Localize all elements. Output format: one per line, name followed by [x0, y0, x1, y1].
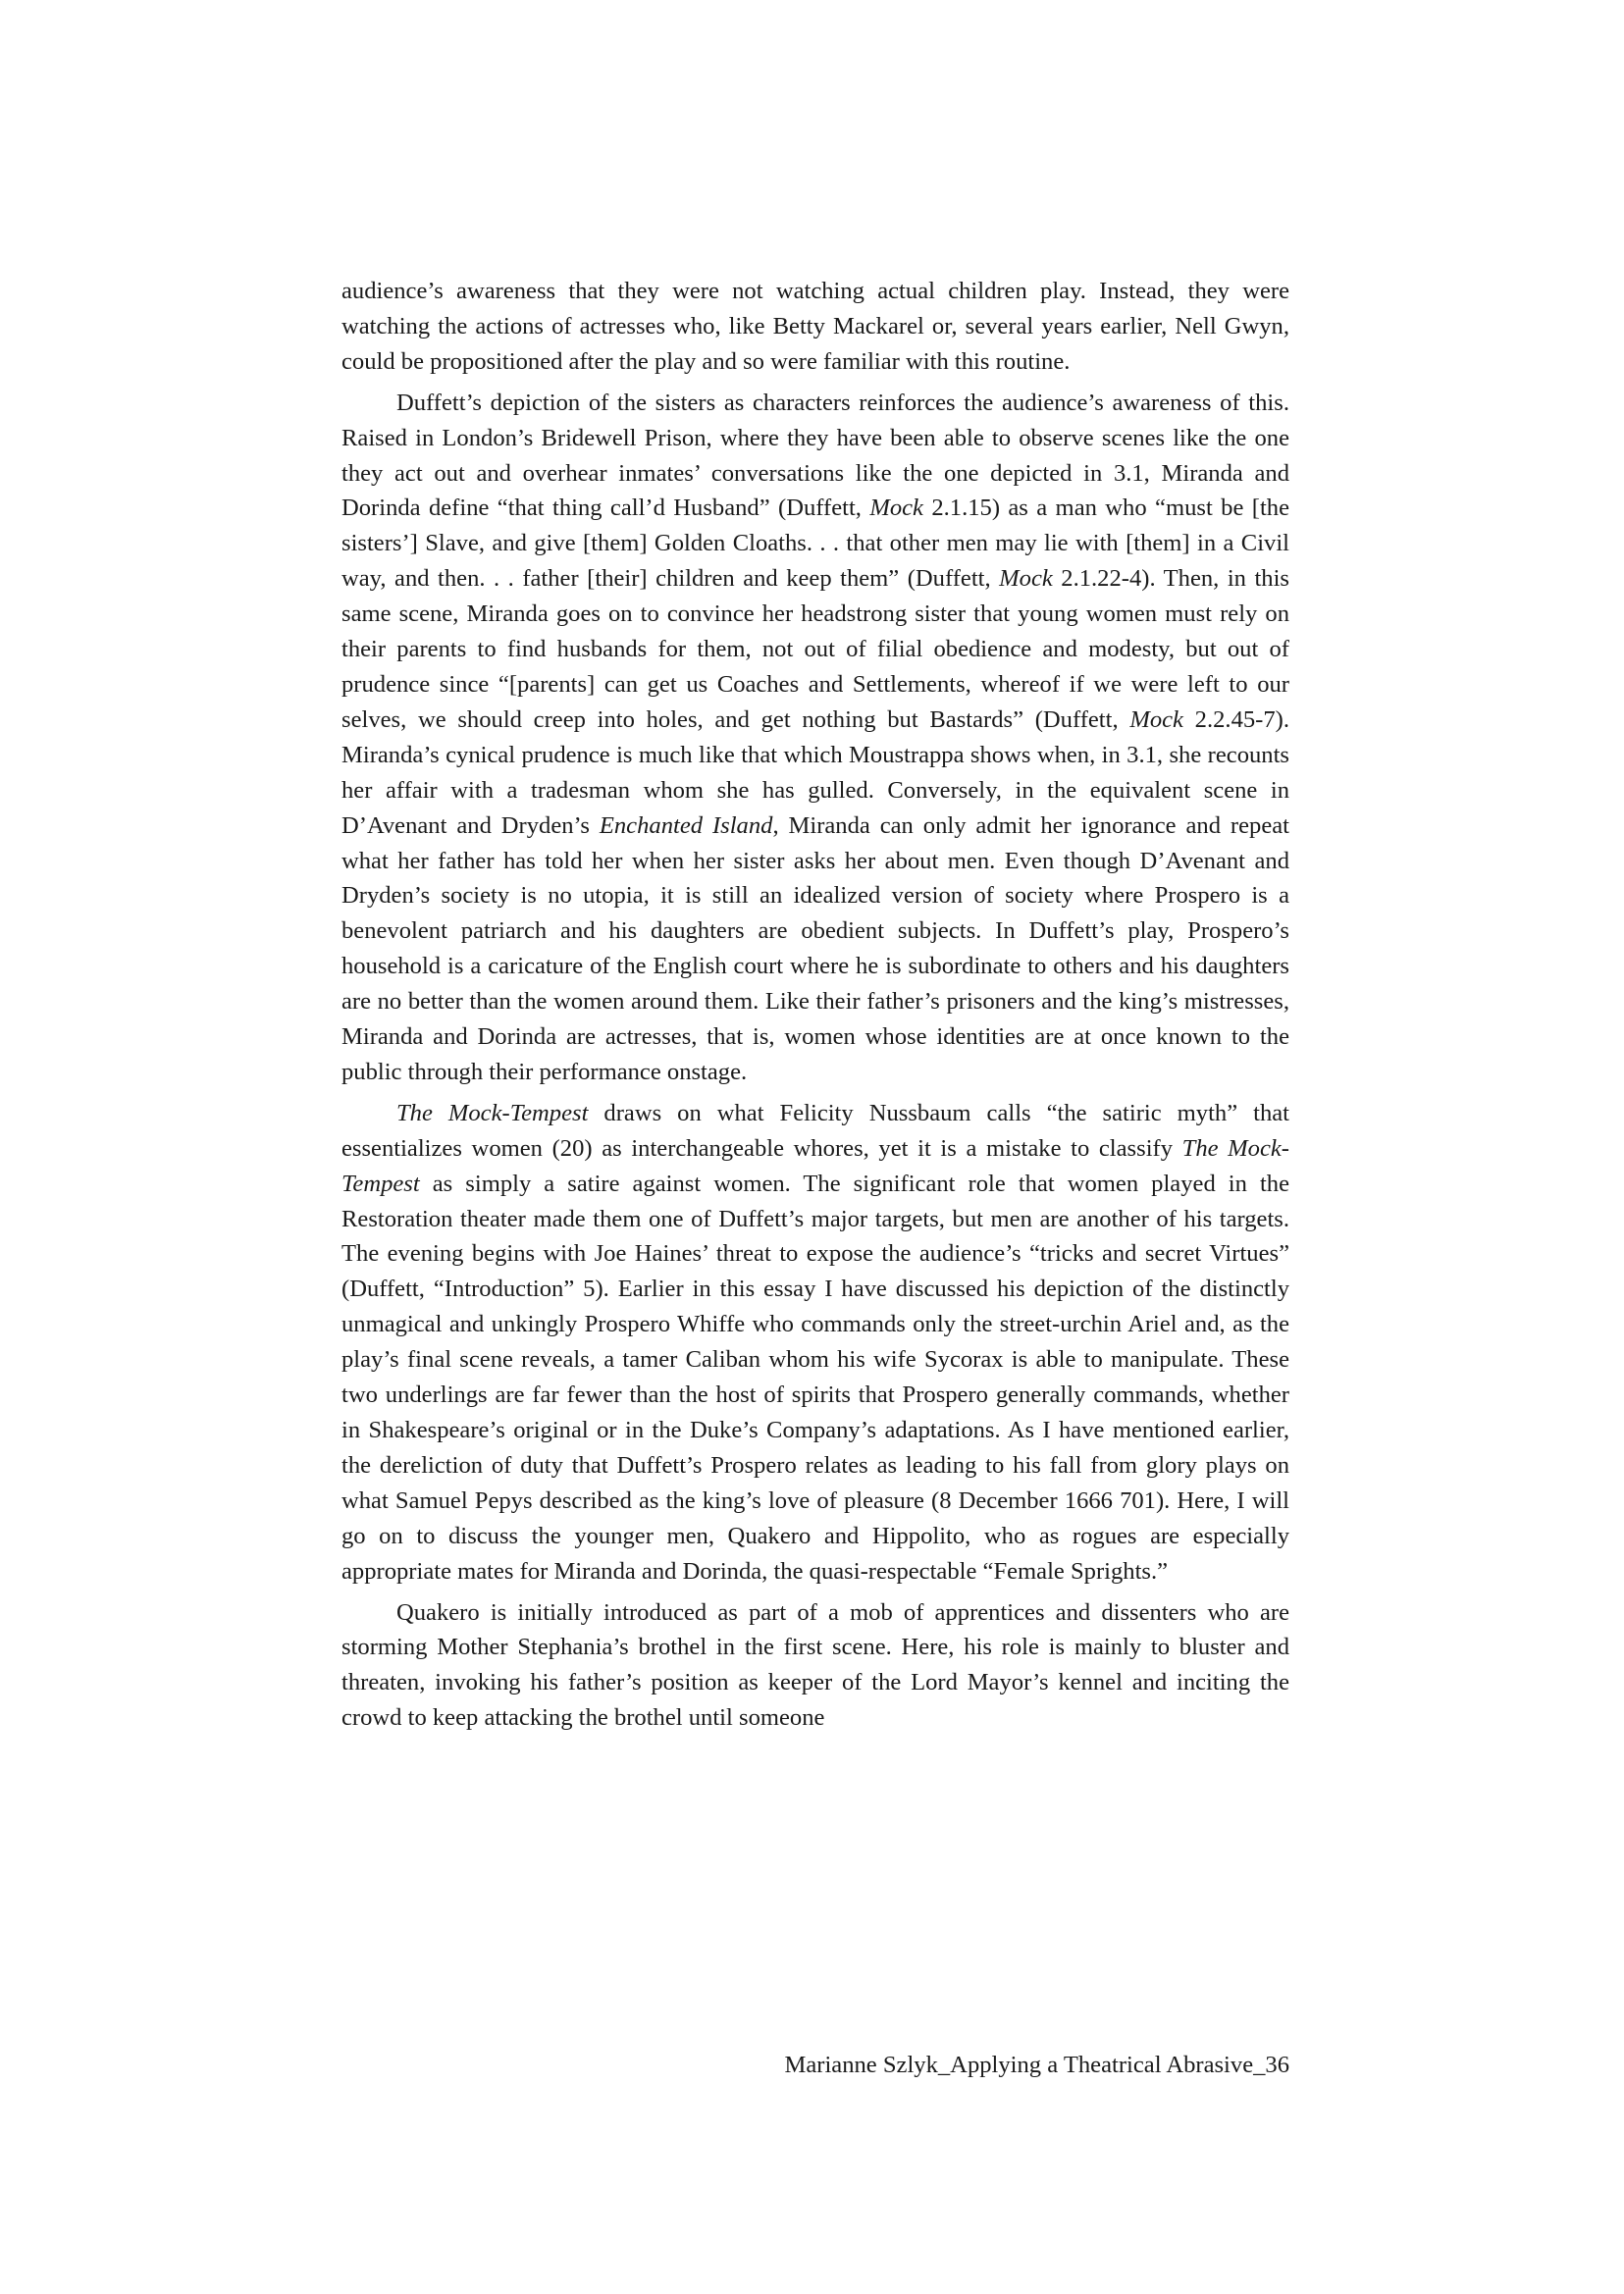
- paragraph-1-text: audience’s awareness that they were not watching actual children play. Instead, they were watching the actions of actresses who, like Betty Mackarel or, several years earlier, Nell Gwyn, could be propositioned after the play and so were familiar with this routine.: [341, 278, 1289, 375]
- page-body: [341, 274, 1289, 1742]
- title-mock-3: Mock: [1129, 705, 1183, 733]
- paragraph-3-text-2: as simply a satire against women. The significant role that women played in the Restoration theater made them one of Duffett’s major targets, but men are another of his targets. The evening begins with Joe Haines’ threat to expose the audience’s “tricks and secret Virtues” (Duffett, “Introduction” 5). Earlier in this essay I have discussed his depiction of the distinctly unmagical and unkingly Prospero Whiffe who commands only the street-urchin Ariel and, as the play’s final scene reveals, a tamer Caliban whom his wife Sycorax is able to manipulate. These two underlings are far fewer than the host of spirits that Prospero generally commands, whether in Shakespeare’s original or in the Duke’s Company’s adaptations. As I have mentioned earlier, the dereliction of duty that Duffett’s Prospero relates as leading to his fall from glory plays on what Samuel Pepys described as the king’s love of pleasure (8 December 1666 701). Here, I will go on to discuss the younger men, Quakero and Hippolito, who as rogues are especially appropriate mates for Miranda and Dorinda, the quasi-respectable “Female Sprights.”: [341, 1170, 1289, 1585]
- paragraph-2-text-5: , Miranda can only admit her ignorance and repeat what her father has told her when her sister asks her about men. Even though D’Avenant and Dryden’s society is no utopia, it is still an idealized version of society where Prospero is a benevolent patriarch and his daughters are obedient subjects. In Duffett’s play, Prospero’s household is a caricature of the English court where he is subordinate to others and his daughters are no better than the women around them. Like their father’s prisoners and the king’s mistresses, Miranda and Dorinda are actresses, that is, women whose identities are at once known to the public through their performance onstage.: [341, 811, 1290, 1085]
- title-mock-tempest-1: The Mock-Tempest: [396, 1099, 589, 1126]
- paragraph-2-text-3: 2.1.22-4). Then, in this same scene, Miranda goes on to convince her headstrong sister that young women must rely on their parents to find husbands for them, not out of filial obedience and modesty, but out of prudence since “[parents] can get us Coaches and Settlements, whereof if we were left to our selves, we should creep into holes, and get nothing but Bastards” (Duffett,: [341, 565, 1289, 733]
- running-footer: Marianne Szlyk_Applying a Theatrical Abrasive_36: [784, 2052, 1289, 2078]
- paragraph-1: [341, 274, 1289, 380]
- title-mock-2: Mock: [999, 565, 1053, 593]
- title-mock-1: Mock: [869, 495, 923, 522]
- paragraph-4-text: Quakero is initially introduced as part of a mob of apprentices and dissenters who are storming Mother Stephania’s brothel in the first scene. Here, his role is mainly to bluster and threaten, invoking his father’s position as keeper of the Lord Mayor’s kennel and inciting the crowd to keep attacking the brothel until someone: [341, 1598, 1289, 1732]
- title-mock-tempest-2: The Mock-Tempest: [341, 1134, 1289, 1197]
- paragraph-3-text-1: draws on what Felicity Nussbaum calls “the satiric myth” that essentializes women (20) as interchangeable whores, yet it is a mistake to classify: [341, 1099, 1289, 1162]
- paragraph-3: [341, 1096, 1289, 1590]
- paragraph-4: [341, 1595, 1289, 1737]
- paragraph-2: [341, 386, 1289, 1090]
- paragraph-2-text-2: 2.1.15) as a man who “must be [the sisters’] Slave, and give [them] Golden Cloaths. . . that other men may lie with [them] in a Civil way, and then. . . father [their] children and keep them” (Duffett,: [341, 495, 1289, 593]
- title-enchanted-island: Enchanted Island: [599, 811, 773, 839]
- paragraph-2-text-1: Duffett’s depiction of the sisters as characters reinforces the audience’s awareness of this. Raised in London’s Bridewell Prison, where they have been able to observe scenes like the one they act out and overhear inmates’ conversations like the one depicted in 3.1, Miranda and Dorinda define “that thing call’d Husband” (Duffett,: [341, 389, 1289, 522]
- paragraph-2-text-4: 2.2.45-7). Miranda’s cynical prudence is much like that which Moustrappa shows when, in 3.1, she recounts her affair with a tradesman whom she has gulled. Conversely, in the equivalent scene in D’Avenant and Dryden’s: [341, 705, 1289, 839]
